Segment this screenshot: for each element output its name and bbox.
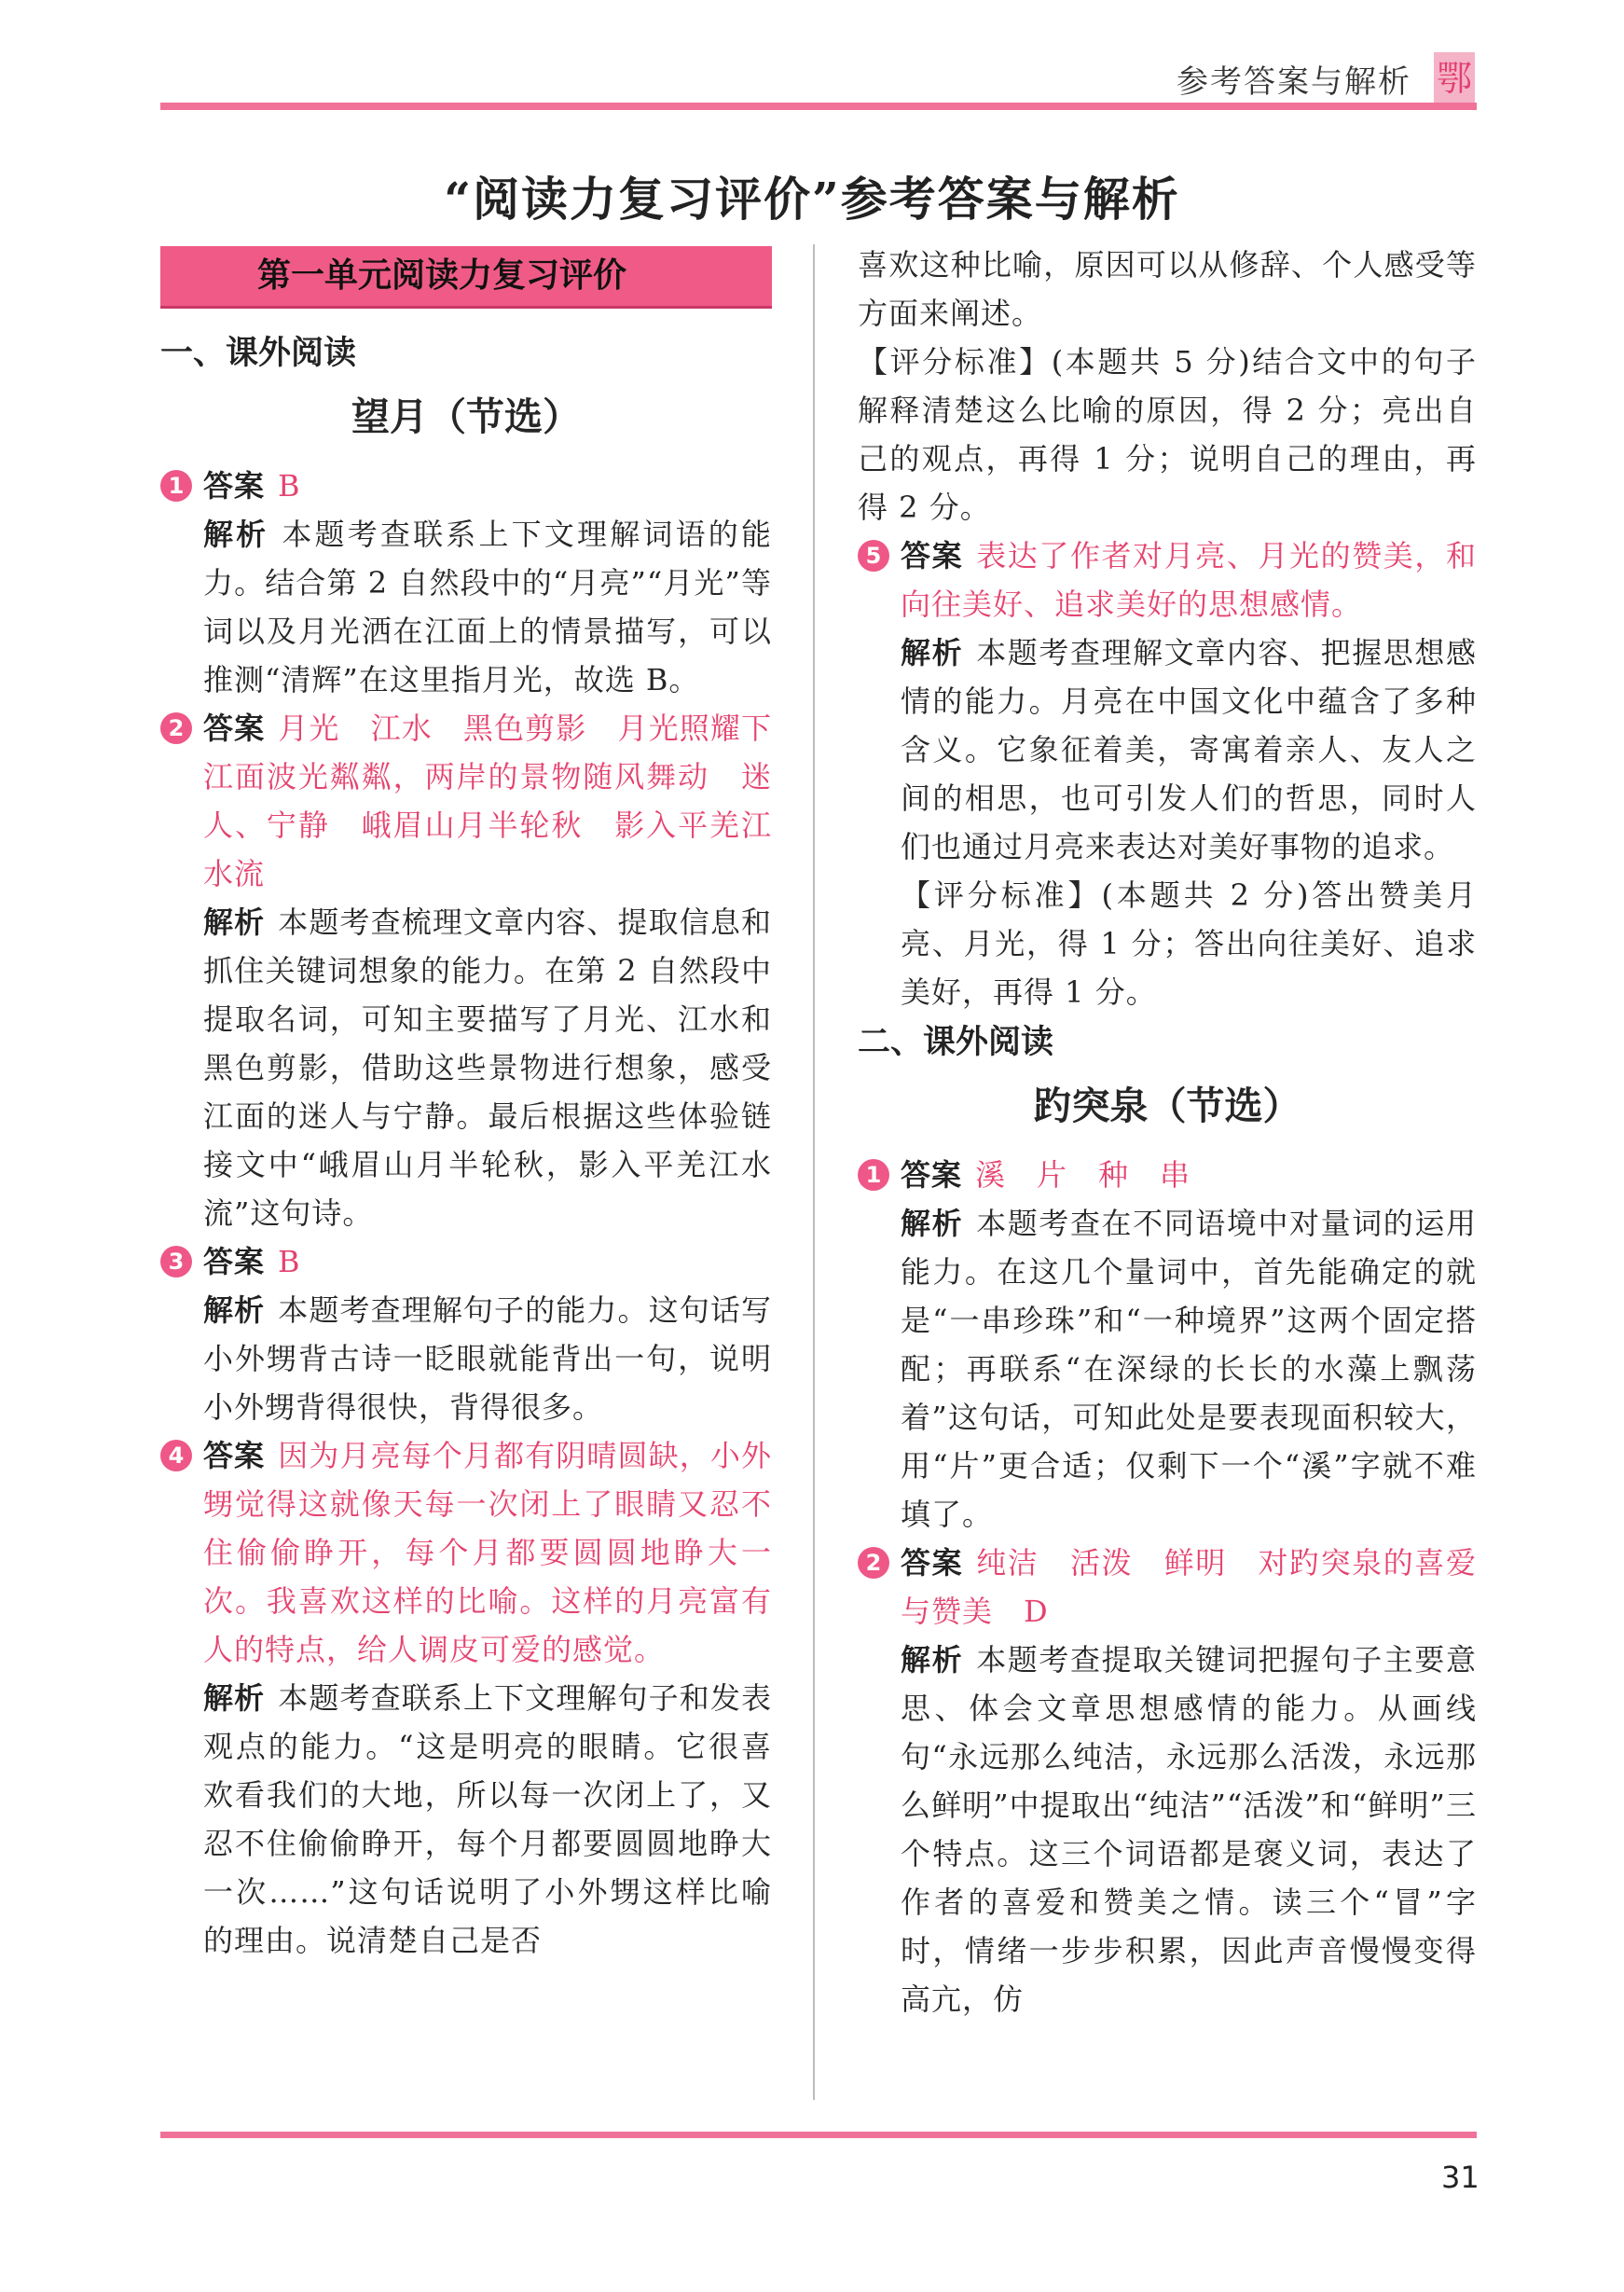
footer-rule [160, 2132, 1477, 2138]
analysis-paragraph [901, 1199, 1477, 1539]
answer-text: 表达了作者对月亮、月光的赞美，和向往美好、追求美好的思想感情。 [901, 538, 1477, 622]
continued-text: 喜欢这种比喻，原因可以从修辞、个人感受等方面来阐述。 [858, 247, 1477, 331]
analysis-text: 本题考查提取关键词把握句子主要意思、体会文章思想感情的能力。从画线句“永远那么纯洁，永远那么活泼，永远那么鲜明”中提取出“纯洁”“活泼”和“鲜明”三个特点。这三个词语都是褒义词，表达了作者的喜爱和赞美之情。读三个“冒”字时，情绪一步步积累，因此声音慢慢变得高亢，仿 [901, 1642, 1477, 2017]
analysis-label: 解析 [203, 1292, 266, 1328]
answer-item-4 [160, 1431, 772, 1965]
analysis-text: 本题考查理解文章内容、把握思想感情的能力。月亮在中国文化中蕴含了多种含义。它象征着美，寄寓着亲人、友人之间的相思，也可引发人们的哲思，同时人们也通过月亮来表达对美好事物的追求。 [901, 635, 1477, 864]
answer-item-2 [160, 704, 772, 1237]
unit-banner: 第一单元阅读力复习评价 [160, 246, 772, 309]
answer-line [203, 704, 772, 898]
analysis-paragraph [901, 628, 1477, 871]
answer-label: 答案 [203, 1438, 266, 1473]
section-heading: 一、课外阅读 [160, 335, 357, 372]
page-title: “阅读力复习评价”参考答案与解析 [444, 172, 1180, 227]
analysis-label: 解析 [203, 517, 269, 552]
question-number: 4 [160, 1440, 192, 1471]
right-column [858, 241, 1477, 2023]
answer-line [203, 1237, 772, 1286]
answer-label: 答案 [203, 1244, 266, 1279]
question-number: 1 [858, 1159, 889, 1191]
answer-text: 月光 江水 黑色剪影 月光照耀下江面波光粼粼，两岸的景物随风舞动 迷人、宁静 峨眉山月半轮秋 影入平羌江水流 [203, 711, 772, 891]
answer-text: B [278, 1244, 301, 1279]
answer-label: 答案 [901, 1545, 964, 1581]
analysis-text: 本题考查联系上下文理解词语的能力。结合第 2 自然段中的“月亮”“月光”等词以及月光洒在江面上的情景描写，可以推测“清辉”在这里指月光，故选 B。 [203, 517, 772, 697]
question-number: 5 [858, 540, 889, 572]
question-number: 3 [160, 1246, 192, 1277]
analysis-label: 解析 [901, 1642, 964, 1678]
answer-label: 答案 [203, 468, 266, 504]
question-number: 2 [160, 712, 192, 744]
answer-item-1 [160, 462, 772, 704]
answer-line [901, 1539, 1477, 1636]
answer-text: 纯洁 活泼 鲜明 对趵突泉的喜爱与赞美 D [901, 1545, 1477, 1629]
analysis-text: 本题考查联系上下文理解句子和发表观点的能力。“这是明亮的眼睛。它很喜欢看我们的大地，所以每一次闭上了，又忍不住偷偷睁开，每个月都要圆圆地睁大一次……”这句话说明了小外甥这样比喻的理由。说清楚自己是否 [203, 1680, 772, 1958]
answer-line [901, 532, 1477, 628]
column-divider [813, 244, 815, 2100]
scoring-criteria: 【评分标准】(本题共 2 分)答出赞美月亮、月光，得 1 分；答出向往美好、追求美好，再得 1 分。 [901, 877, 1477, 1010]
answer-text: 溪 片 种 串 [975, 1157, 1191, 1193]
analysis-label: 解析 [203, 1680, 266, 1716]
analysis-text: 本题考查梳理文章内容、提取信息和抓住关键词想象的能力。在第 2 自然段中提取名词，可知主要描写了月光、江水和黑色剪影，借助这些景物进行想象，感受江面的迷人与宁静。最后根据这些体验链接文中“峨眉山月半轮秋，影入平羌江水流”这句诗。 [203, 904, 772, 1231]
answer-item-r1 [858, 1151, 1477, 1539]
story-title: 望月（节选） [351, 394, 581, 439]
answer-label: 答案 [901, 1157, 963, 1193]
left-column [160, 241, 772, 1965]
answer-text: B [278, 468, 301, 504]
region-tag: 鄂 [1434, 52, 1475, 104]
running-header: 参考答案与解析 [1177, 63, 1411, 101]
analysis-text: 本题考查理解句子的能力。这句话写小外甥背古诗一眨眼就能背出一句，说明小外甥背得很快，背得很多。 [203, 1292, 772, 1425]
analysis-label: 解析 [203, 904, 266, 940]
analysis-label: 解析 [901, 635, 964, 670]
answer-label: 答案 [203, 711, 266, 746]
section-heading: 二、课外阅读 [858, 1024, 1054, 1061]
answer-line [203, 462, 772, 510]
analysis-text: 本题考查在不同语境中对量词的运用能力。在这几个量词中，首先能确定的就是“一串珍珠”和“一种境界”这两个固定搭配；再联系“在深绿的长长的水藻上飘荡着”这句话，可知此处是要表现面积较大，用“片”更合适；仅剩下一个“溪”字就不难填了。 [901, 1206, 1477, 1532]
answer-line [901, 1151, 1477, 1199]
answer-text: 因为月亮每个月都有阴晴圆缺，小外甥觉得这就像天每一次闭上了眼睛又忍不住偷偷睁开，每个月都要圆圆地睁大一次。我喜欢这样的比喻。这样的月亮富有人的特点，给人调皮可爱的感觉。 [203, 1438, 772, 1667]
answer-line [203, 1431, 772, 1674]
analysis-paragraph [203, 1674, 772, 1965]
story-title: 趵突泉（节选） [1033, 1084, 1301, 1128]
answer-label: 答案 [901, 538, 964, 573]
page-number: 31 [1441, 2160, 1479, 2195]
answer-item-3 [160, 1237, 772, 1431]
question-number: 2 [858, 1547, 889, 1579]
analysis-label: 解析 [901, 1206, 964, 1241]
answer-item-5 [858, 532, 1477, 1016]
analysis-paragraph [203, 898, 772, 1237]
analysis-paragraph [203, 510, 772, 704]
scoring-criteria: 【评分标准】(本题共 5 分)结合文中的句子解释清楚这么比喻的原因，得 2 分；亮出自己的观点，再得 1 分；说明自己的理由，再得 2 分。 [858, 344, 1477, 525]
answer-item-r2 [858, 1539, 1477, 2023]
analysis-paragraph [901, 1636, 1477, 2023]
analysis-paragraph [203, 1286, 772, 1431]
question-number: 1 [160, 470, 192, 502]
header-rule [160, 103, 1477, 110]
